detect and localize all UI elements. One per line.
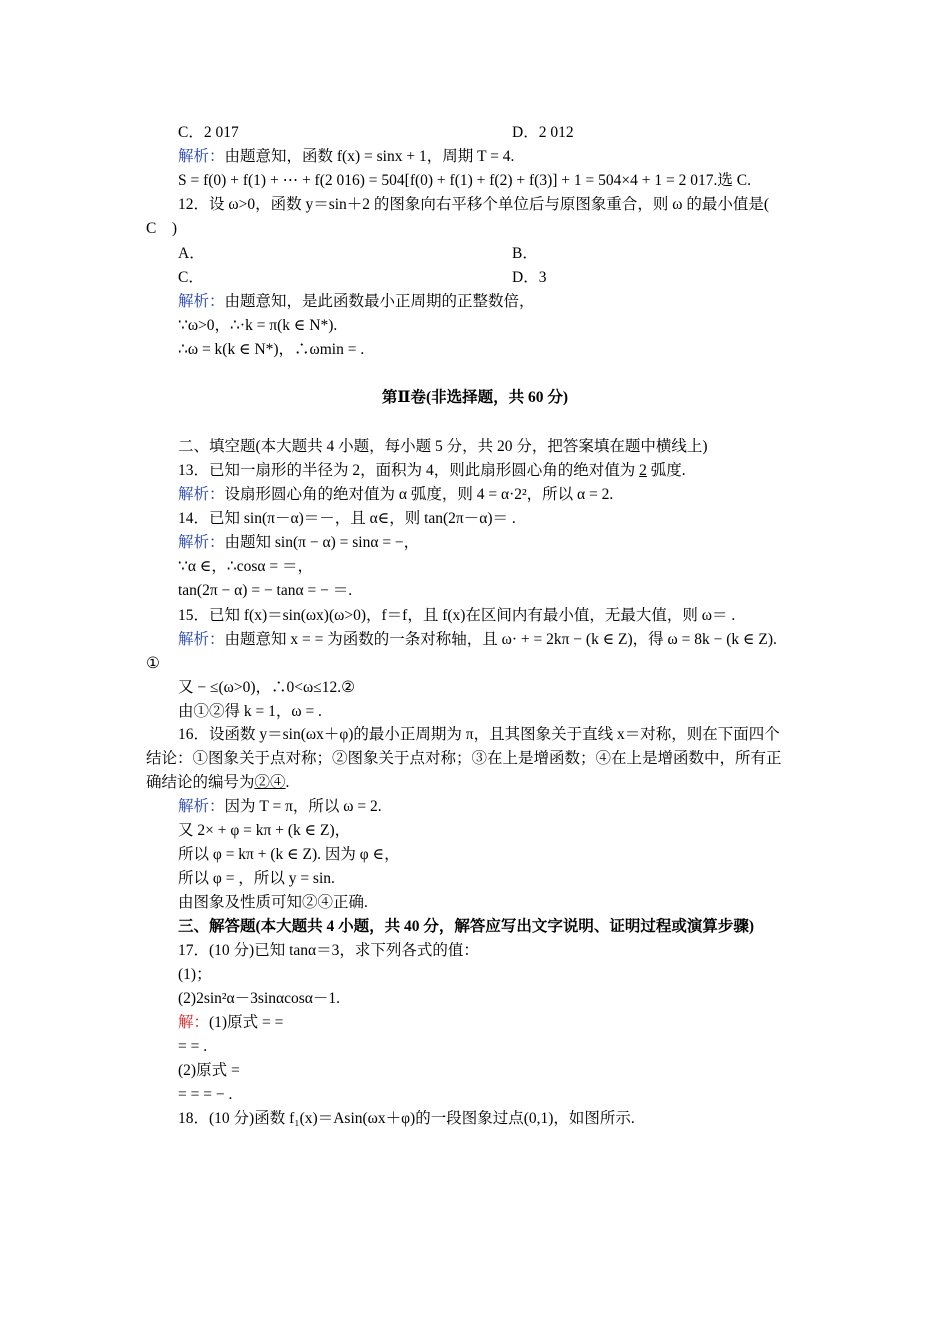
solution-line (178, 293, 535, 311)
solution-label: 解析： (178, 293, 225, 310)
solution-line: = = = − . (178, 1086, 233, 1103)
solution-line: 又 2× + φ = kπ + (k ∈ Z)， (178, 822, 351, 839)
solution-line: (2)原式 = (178, 1062, 240, 1079)
solution-line: 由图象及性质可知②④正确. (178, 894, 368, 911)
question-18: 18．(10 分)函数 f₁(x)＝Asin(ωx＋φ)的一段图象过点(0,1)，如图所示. (178, 1110, 635, 1127)
solution-line (178, 148, 514, 166)
question-15: 15．已知 f(x)＝sin(ωx)(ω>0)，f＝f，且 f(x)在区间内有最小值，无最大值，则 ω＝ . (178, 607, 736, 624)
option-line (178, 245, 538, 263)
solution-line: 所以 φ = kπ + (k ∈ Z). 因为 φ ∈， (178, 846, 400, 863)
solution-text: 由题知 sin(π − α) = sinα = −， (224, 534, 420, 551)
question-12: 12．设 ω>0，函数 y＝sin＋2 的图象向右平移个单位后与原图象重合，则 ω 的最小值是( (178, 196, 770, 213)
solution-line (178, 534, 419, 552)
solution-label: 解析： (178, 631, 225, 648)
question-16: 结论：①图象关于点对称；②图象关于点对称；③在上是增函数；④在上是增函数中，所有正 (146, 750, 782, 767)
solution-text: (1)原式 = = (209, 1014, 284, 1031)
solution-text: 设扇形圆心角的绝对值为 α 弧度，则 4 = α·2²，所以 α = 2. (224, 486, 614, 503)
solution-text: 由题意知，是此函数最小正周期的正整数倍， (224, 293, 535, 310)
solution-text: 因为 T = π，所以 ω = 2. (224, 798, 382, 815)
solution-line (178, 1014, 283, 1032)
section-heading: 二、填空题(本大题共 4 小题，每小题 5 分，共 20 分，把答案填在题中横线上) (178, 438, 708, 455)
solution-line: 所以 φ = ，所以 y = sin. (178, 870, 335, 887)
question-17-part: (1)； (178, 966, 212, 983)
answer-blank: 2 (639, 462, 647, 479)
solution-label: 解： (178, 1014, 210, 1031)
solution-label: 解析： (178, 798, 225, 815)
question-text: 弧度. (646, 462, 686, 479)
question-14: 14．已知 sin(π－α)＝－，且 α∈，则 tan(2π－α)＝ . (178, 510, 516, 527)
solution-line: ① (146, 655, 160, 672)
solution-line: 又 − ≤(ω>0)，∴0<ω≤12.② (178, 679, 355, 696)
solution-line (178, 486, 613, 504)
question-text: . (285, 774, 290, 791)
solution-label: 解析： (178, 534, 225, 551)
option-c: C． (178, 269, 204, 286)
question-16 (146, 774, 289, 792)
section-heading: 三、解答题(本大题共 4 小题，共 40 分，解答应写出文字说明、证明过程或演算步骤) (178, 918, 755, 935)
solution-line (178, 798, 382, 816)
question-text: 13．已知一扇形的半径为 2，面积为 4，则此扇形圆心角的绝对值为 (178, 462, 640, 479)
solution-line (178, 631, 777, 649)
solution-line: 由①②得 k = 1，ω = . (178, 703, 322, 720)
option-d: D．2 012 (512, 124, 574, 141)
solution-line: ∵α ∈，∴cosα = ＝， (178, 558, 313, 575)
solution-line: ∵ω>0，∴·k = π(k ∈ N*). (178, 317, 338, 334)
option-a: A． (178, 245, 205, 262)
option-c: C．2 017 (178, 124, 239, 141)
question-12-answer: C ) (146, 220, 178, 237)
option-line (178, 269, 547, 287)
solution-line: = = . (178, 1038, 208, 1055)
option-line (178, 124, 574, 142)
solution-line: ∴ω = k(k ∈ N*)，∴ωmin = . (178, 341, 365, 358)
option-b: B． (512, 245, 538, 262)
question-13 (178, 462, 686, 480)
solution-line: tan(2π − α) = − tanα = − ＝. (178, 582, 353, 599)
option-d: D．3 (512, 269, 547, 286)
solution-text: 由题意知，函数 f(x) = sinx + 1，周期 T = 4. (224, 148, 515, 165)
solution-text: 由题意知 x = = 为函数的一条对称轴，且 ω· + = 2kπ − (k ∈ Z)，得 ω = 8k − (k ∈ Z). (224, 631, 777, 648)
section-title: 第Ⅱ卷(非选择题，共 60 分) (381, 389, 569, 406)
question-17-part: (2)2sin²α－3sinαcosα－1. (178, 990, 341, 1007)
solution-line: S = f(0) + f(1) + ⋯ + f(2 016) = 504[f(0) + f(1) + f(2) + f(3)] + 1 = 504×4 + 1 = 2 017.选 C. (178, 172, 751, 189)
answer-blank: ②④ (254, 774, 286, 791)
question-16: 16．设函数 y＝sin(ωx＋φ)的最小正周期为 π，且其图象关于直线 x＝对称，则在下面四个 (178, 726, 780, 743)
question-17: 17．(10 分)已知 tanα＝3，求下列各式的值： (178, 942, 479, 959)
question-text: 确结论的编号为 (146, 774, 255, 791)
solution-label: 解析： (178, 148, 225, 165)
solution-label: 解析： (178, 486, 225, 503)
